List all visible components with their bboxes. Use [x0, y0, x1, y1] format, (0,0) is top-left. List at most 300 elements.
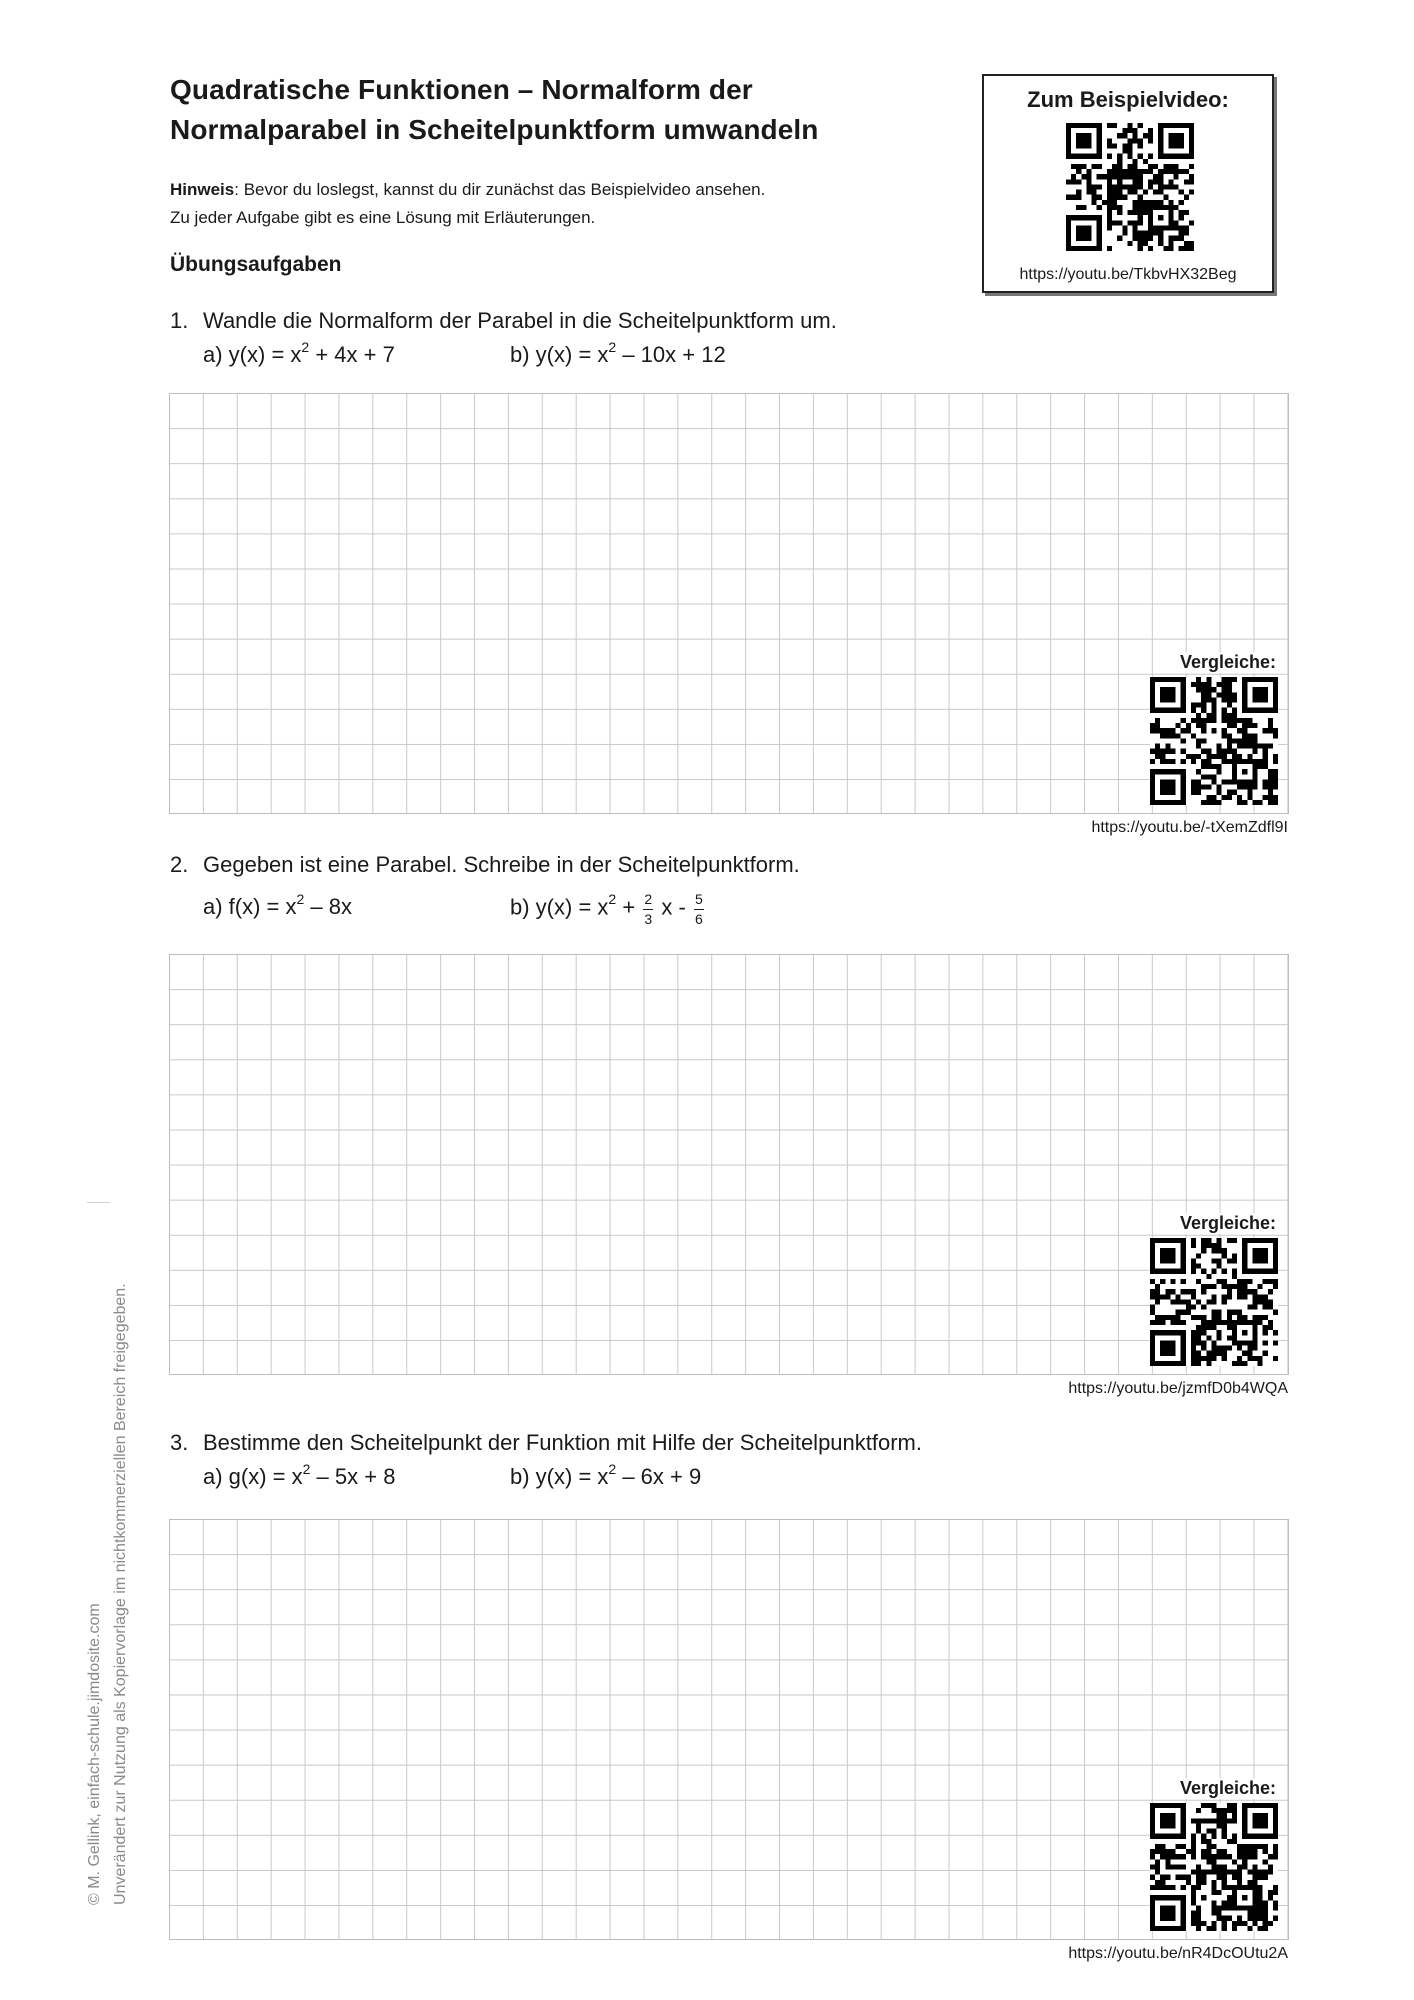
qr-module — [1179, 210, 1184, 215]
qr-module — [1222, 1834, 1227, 1839]
qr-module — [1211, 1854, 1216, 1859]
qr-module — [1071, 154, 1076, 159]
qr-module — [1268, 774, 1273, 779]
qr-module — [1181, 769, 1186, 774]
qr-module — [1258, 1844, 1263, 1849]
qr-module — [1211, 795, 1216, 800]
qr-module — [1196, 738, 1201, 743]
qr-module — [1170, 790, 1175, 795]
task-3-part-a-power: 2 — [302, 1460, 311, 1477]
task-1-compare-qr-code-icon[interactable] — [1150, 677, 1278, 805]
qr-module — [1252, 677, 1257, 682]
qr-module — [1127, 220, 1132, 225]
qr-module — [1211, 708, 1216, 713]
qr-module — [1273, 1905, 1278, 1910]
qr-module — [1242, 1330, 1247, 1335]
qr-module — [1133, 190, 1138, 195]
qr-module — [1263, 744, 1268, 749]
qr-module — [1143, 205, 1148, 210]
qr-module — [1237, 1294, 1242, 1299]
qr-module — [1232, 1890, 1237, 1895]
qr-module — [1196, 1279, 1201, 1284]
qr-module — [1158, 200, 1163, 205]
qr-module — [1160, 1330, 1165, 1335]
qr-module — [1174, 123, 1179, 128]
qr-module — [1181, 1808, 1186, 1813]
qr-module — [1222, 1351, 1227, 1356]
qr-module — [1107, 169, 1112, 174]
qr-module — [1252, 774, 1257, 779]
qr-module — [1163, 184, 1168, 189]
qr-module — [1211, 1320, 1216, 1325]
qr-module — [1133, 220, 1138, 225]
qr-module — [1170, 1864, 1175, 1869]
qr-module — [1081, 133, 1086, 138]
qr-module — [1158, 190, 1163, 195]
qr-module — [1227, 1895, 1232, 1900]
qr-module — [1196, 1823, 1201, 1828]
qr-module — [1268, 1870, 1273, 1875]
qr-module — [1165, 785, 1170, 790]
qr-module — [1148, 200, 1153, 205]
qr-module — [1211, 779, 1216, 784]
qr-module — [1273, 800, 1278, 805]
qr-module — [1160, 1803, 1165, 1808]
qr-module — [1181, 687, 1186, 692]
qr-module — [1252, 687, 1257, 692]
qr-module — [1273, 708, 1278, 713]
qr-module — [1133, 179, 1138, 184]
qr-module — [1227, 682, 1232, 687]
qr-module — [1201, 1243, 1206, 1248]
qr-module — [1160, 692, 1165, 697]
task-3-part-a — [203, 1460, 395, 1494]
qr-module — [1227, 1808, 1232, 1813]
qr-module — [1206, 759, 1211, 764]
qr-module — [1138, 200, 1143, 205]
qr-module — [1196, 1818, 1201, 1823]
qr-module — [1097, 220, 1102, 225]
qr-module — [1201, 1803, 1206, 1808]
qr-module — [1242, 800, 1247, 805]
qr-module — [1170, 1895, 1175, 1900]
qr-module — [1201, 728, 1206, 733]
qr-module — [1117, 205, 1122, 210]
qr-module — [1127, 174, 1132, 179]
qr-module — [1232, 1818, 1237, 1823]
qr-module — [1155, 1859, 1160, 1864]
qr-module — [1252, 1885, 1257, 1890]
qr-module — [1242, 1895, 1247, 1900]
qr-module — [1227, 692, 1232, 697]
qr-module — [1201, 1921, 1206, 1926]
qr-module — [1160, 708, 1165, 713]
qr-module — [1222, 682, 1227, 687]
qr-module — [1107, 190, 1112, 195]
qr-module — [1150, 749, 1155, 754]
qr-module — [1232, 692, 1237, 697]
qr-module — [1097, 246, 1102, 251]
qr-module — [1155, 1269, 1160, 1274]
qr-module — [1160, 697, 1165, 702]
qr-module — [1206, 1829, 1211, 1834]
qr-module — [1252, 1315, 1257, 1320]
qr-module — [1263, 1905, 1268, 1910]
qr-module — [1155, 1294, 1160, 1299]
qr-module — [1170, 1916, 1175, 1921]
qr-module — [1181, 1921, 1186, 1926]
qr-module — [1211, 1356, 1216, 1361]
qr-module — [1148, 210, 1153, 215]
qr-module — [1237, 1310, 1242, 1315]
qr-module — [1160, 1854, 1165, 1859]
copyright-side-text — [82, 1165, 134, 1905]
qr-module — [1150, 1340, 1155, 1345]
qr-module — [1170, 1279, 1175, 1284]
qr-module — [1222, 713, 1227, 718]
qr-module — [1165, 790, 1170, 795]
qr-module — [1165, 1269, 1170, 1274]
qr-module — [1155, 1299, 1160, 1304]
qr-module — [1222, 1818, 1227, 1823]
qr-module — [1170, 1905, 1175, 1910]
qr-module — [1258, 1299, 1263, 1304]
qr-module — [1217, 790, 1222, 795]
qr-module — [1138, 195, 1143, 200]
qr-module — [1122, 231, 1127, 236]
qr-module — [1176, 1315, 1181, 1320]
qr-module — [1201, 1289, 1206, 1294]
qr-module — [1232, 1320, 1237, 1325]
qr-module — [1211, 718, 1216, 723]
qr-module — [1181, 708, 1186, 713]
task-3-answer-grid[interactable] — [169, 1519, 1289, 1962]
qr-module — [1247, 1849, 1252, 1854]
qr-module — [1168, 205, 1173, 210]
qr-module — [1097, 195, 1102, 200]
qr-module — [1181, 1346, 1186, 1351]
qr-module — [1263, 1926, 1268, 1931]
qr-module — [1242, 728, 1247, 733]
task-2-compare-url[interactable]: https://youtu.be/jzmfD0b4WQA — [1068, 1380, 1288, 1397]
qr-module — [1201, 800, 1206, 805]
qr-module — [1196, 1340, 1201, 1345]
qr-module — [1201, 1305, 1206, 1310]
qr-module — [1227, 1803, 1232, 1808]
qr-module — [1237, 1340, 1242, 1345]
qr-module — [1176, 733, 1181, 738]
qr-module — [1211, 1803, 1216, 1808]
qr-module — [1170, 1330, 1175, 1335]
qr-module — [1211, 1248, 1216, 1253]
qr-module — [1081, 236, 1086, 241]
qr-module — [1155, 1315, 1160, 1320]
qr-module — [1176, 1330, 1181, 1335]
qr-module — [1097, 231, 1102, 236]
qr-module — [1273, 1356, 1278, 1361]
qr-module — [1158, 123, 1163, 128]
qr-module — [1227, 677, 1232, 682]
qr-module — [1206, 795, 1211, 800]
qr-module — [1174, 220, 1179, 225]
qr-module — [1252, 1823, 1257, 1828]
qr-module — [1165, 1864, 1170, 1869]
qr-module — [1107, 215, 1112, 220]
qr-module — [1117, 133, 1122, 138]
qr-module — [1186, 1849, 1191, 1854]
task-3-part-b-suffix: – 6x + 9 — [616, 1464, 702, 1489]
qr-module — [1066, 246, 1071, 251]
qr-module — [1268, 718, 1273, 723]
qr-module — [1252, 1258, 1257, 1263]
qr-module — [1112, 164, 1117, 169]
qr-module — [1247, 1289, 1252, 1294]
qr-module — [1222, 1870, 1227, 1875]
qr-module — [1268, 1269, 1273, 1274]
qr-module — [1252, 1330, 1257, 1335]
qr-module — [1217, 1916, 1222, 1921]
qr-module — [1138, 215, 1143, 220]
task-1-answer-grid[interactable] — [169, 393, 1289, 836]
qr-module — [1258, 697, 1263, 702]
qr-module — [1176, 723, 1181, 728]
qr-module — [1155, 1330, 1160, 1335]
qr-module — [1076, 138, 1081, 143]
example-video-box[interactable] — [982, 74, 1274, 293]
qr-module — [1211, 1310, 1216, 1315]
qr-module — [1160, 1926, 1165, 1931]
qr-module — [1227, 749, 1232, 754]
qr-module — [1153, 200, 1158, 205]
qr-module — [1237, 1279, 1242, 1284]
qr-module — [1181, 1916, 1186, 1921]
qr-module — [1237, 754, 1242, 759]
qr-module — [1247, 708, 1252, 713]
qr-module — [1081, 123, 1086, 128]
qr-module — [1086, 225, 1091, 230]
qr-module — [1150, 1818, 1155, 1823]
qr-module — [1247, 1279, 1252, 1284]
qr-module — [1181, 1905, 1186, 1910]
qr-module — [1148, 184, 1153, 189]
qr-module — [1165, 759, 1170, 764]
qr-module — [1184, 123, 1189, 128]
qr-module — [1181, 1885, 1186, 1890]
qr-module — [1155, 1849, 1160, 1854]
qr-module — [1196, 1911, 1201, 1916]
qr-module — [1165, 1926, 1170, 1931]
qr-module — [1247, 795, 1252, 800]
qr-module — [1263, 697, 1268, 702]
qr-module — [1217, 1264, 1222, 1269]
qr-module — [1232, 1895, 1237, 1900]
qr-module — [1237, 1905, 1242, 1910]
qr-module — [1222, 728, 1227, 733]
qr-module — [1222, 754, 1227, 759]
qr-module — [1242, 1834, 1247, 1839]
qr-module — [1237, 779, 1242, 784]
task-1-compare-url[interactable]: https://youtu.be/-tXemZdfl9I — [1091, 819, 1288, 836]
qr-module — [1181, 759, 1186, 764]
qr-module — [1217, 754, 1222, 759]
qr-module — [1165, 1834, 1170, 1839]
qr-module — [1117, 154, 1122, 159]
qr-module — [1179, 154, 1184, 159]
qr-module — [1122, 169, 1127, 174]
task-2-fraction-2-3-numerator: 2 — [643, 891, 653, 910]
qr-module — [1206, 1818, 1211, 1823]
qr-module — [1138, 246, 1143, 251]
task-3-compare-qr-code-icon[interactable] — [1150, 1803, 1278, 1931]
qr-module — [1160, 759, 1165, 764]
qr-module — [1201, 1875, 1206, 1880]
qr-module — [1097, 133, 1102, 138]
qr-module — [1242, 738, 1247, 743]
qr-module — [1181, 1269, 1186, 1274]
qr-module — [1170, 1248, 1175, 1253]
qr-module — [1097, 138, 1102, 143]
qr-module — [1273, 1885, 1278, 1890]
qr-module — [1222, 718, 1227, 723]
qr-module — [1201, 764, 1206, 769]
qr-module — [1107, 179, 1112, 184]
qr-module — [1153, 179, 1158, 184]
qr-module — [1258, 1875, 1263, 1880]
qr-module — [1158, 231, 1163, 236]
qr-module — [1232, 1921, 1237, 1926]
qr-module — [1263, 1315, 1268, 1320]
qr-module — [1258, 1284, 1263, 1289]
qr-module — [1160, 1905, 1165, 1910]
task-3-compare-url[interactable]: https://youtu.be/nR4DcOUtu2A — [1068, 1945, 1288, 1962]
qr-module — [1155, 1844, 1160, 1849]
qr-module — [1097, 143, 1102, 148]
qr-module — [1181, 1875, 1186, 1880]
qr-module — [1165, 708, 1170, 713]
qr-module — [1227, 1916, 1232, 1921]
qr-module — [1150, 1289, 1155, 1294]
qr-module — [1155, 1885, 1160, 1890]
qr-module — [1222, 779, 1227, 784]
qr-module — [1263, 1238, 1268, 1243]
qr-module — [1189, 149, 1194, 154]
qr-module — [1206, 697, 1211, 702]
qr-module — [1155, 728, 1160, 733]
qr-module — [1258, 1258, 1263, 1263]
qr-module — [1247, 754, 1252, 759]
qr-module — [1268, 1305, 1273, 1310]
qr-module — [1160, 785, 1165, 790]
task-2-answer-grid[interactable] — [169, 954, 1289, 1397]
qr-module — [1258, 1269, 1263, 1274]
qr-module — [1168, 179, 1173, 184]
qr-module — [1179, 133, 1184, 138]
task-3-compare-label: Vergleiche: — [1179, 1778, 1276, 1798]
task-2-fraction-5-6 — [694, 891, 704, 928]
qr-module — [1222, 1823, 1227, 1828]
example-video-url[interactable]: https://youtu.be/TkbvHX32Beg — [1019, 266, 1237, 283]
qr-module — [1112, 190, 1117, 195]
qr-module — [1206, 774, 1211, 779]
qr-module — [1217, 1279, 1222, 1284]
qr-module — [1184, 169, 1189, 174]
qr-module — [1160, 1823, 1165, 1828]
qr-module — [1076, 133, 1081, 138]
qr-module — [1066, 220, 1071, 225]
qr-module — [1201, 1320, 1206, 1325]
qr-module — [1176, 1864, 1181, 1869]
qr-module — [1086, 184, 1091, 189]
qr-module — [1181, 790, 1186, 795]
qr-module — [1181, 738, 1186, 743]
task-2-compare-qr-code-icon[interactable] — [1150, 1238, 1278, 1366]
qr-module — [1242, 1829, 1247, 1834]
qr-module — [1150, 1243, 1155, 1248]
qr-module — [1232, 754, 1237, 759]
qr-module — [1143, 236, 1148, 241]
qr-module — [1247, 1351, 1252, 1356]
example-video-qr-code-icon[interactable] — [1066, 123, 1194, 251]
qr-module — [1165, 800, 1170, 805]
qr-module — [1181, 1803, 1186, 1808]
task-2-part-b — [510, 890, 706, 927]
qr-module — [1186, 1299, 1191, 1304]
qr-module — [1170, 708, 1175, 713]
qr-module — [1206, 1849, 1211, 1854]
qr-module — [1211, 703, 1216, 708]
qr-module — [1186, 1289, 1191, 1294]
qr-module — [1181, 682, 1186, 687]
qr-module — [1252, 785, 1257, 790]
qr-module — [1117, 236, 1122, 241]
qr-module — [1076, 143, 1081, 148]
qr-module — [1242, 779, 1247, 784]
qr-module — [1066, 138, 1071, 143]
qr-module — [1138, 184, 1143, 189]
qr-module — [1258, 1238, 1263, 1243]
qr-module — [1176, 1844, 1181, 1849]
qr-module — [1232, 1274, 1237, 1279]
qr-module — [1273, 1258, 1278, 1263]
qr-module — [1237, 795, 1242, 800]
qr-module — [1170, 1911, 1175, 1916]
qr-module — [1211, 1905, 1216, 1910]
qr-module — [1206, 1356, 1211, 1361]
qr-module — [1160, 1849, 1165, 1854]
qr-module — [1201, 1895, 1206, 1900]
qr-module — [1252, 1305, 1257, 1310]
qr-module — [1127, 149, 1132, 154]
qr-module — [1186, 728, 1191, 733]
qr-module — [1252, 1803, 1257, 1808]
qr-module — [1242, 1803, 1247, 1808]
qr-module — [1211, 1829, 1216, 1834]
qr-module — [1232, 769, 1237, 774]
qr-module — [1191, 1818, 1196, 1823]
qr-module — [1181, 1340, 1186, 1345]
qr-module — [1252, 1854, 1257, 1859]
qr-module — [1273, 1803, 1278, 1808]
task-1-instruction — [170, 304, 837, 338]
qr-module — [1258, 1813, 1263, 1818]
qr-module — [1150, 1803, 1155, 1808]
qr-module — [1092, 184, 1097, 189]
section-heading: Übungsaufgaben — [170, 253, 342, 276]
qr-module — [1273, 1829, 1278, 1834]
qr-module — [1211, 1885, 1216, 1890]
task-2-part-a-suffix: – 8x — [304, 894, 353, 919]
qr-module — [1232, 1875, 1237, 1880]
